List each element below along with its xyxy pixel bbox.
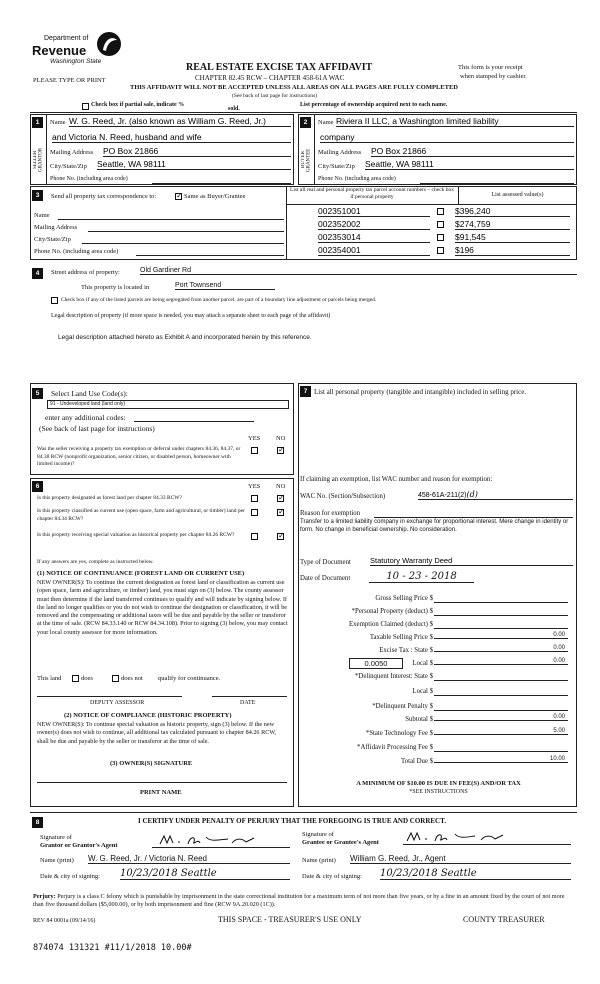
excise-state-label: Excise Tax : State $ <box>379 647 433 654</box>
county-treasurer-label: COUNTY TREASURER <box>463 915 545 924</box>
section-6 <box>30 478 294 807</box>
perjury-label: Perjury: <box>33 893 56 900</box>
wac-value: 458-61A-211(2) <box>418 492 467 499</box>
exemption-claim-label: If claiming an exemption, list WAC number and reason for exemption: <box>300 476 493 483</box>
buyer-city-field[interactable]: Seattle, WA 98111 <box>365 159 574 170</box>
if-yes-note: If any answers are yes, complete as instructed below. <box>37 559 154 565</box>
seller-city-label: City/State/Zip <box>50 163 87 170</box>
parcel-value-1[interactable]: $396,240 <box>455 206 570 217</box>
print-name-label: PRINT NAME <box>140 789 182 796</box>
notice-compliance-text: NEW OWNER(S): To continue special valuation as historic property, sign (3) below. If the new owner(s) does not wish to continue, all additional tax calculated pursuant to chapter 84.26 RCW, shall be due and payable by the seller or transferor at the time of sale. <box>37 721 277 745</box>
qualify-label: qualify for continuance. <box>158 675 221 682</box>
buyer-phone-label: Phone No. (including area code) <box>318 176 396 182</box>
parcel-value-2[interactable]: $274,759 <box>455 219 570 230</box>
historic-no-checkbox[interactable] <box>277 533 284 540</box>
revenue-label: Revenue <box>32 43 87 58</box>
sec5-yes-header: YES <box>248 435 261 442</box>
perjury-notice <box>33 893 575 910</box>
buyer-name-line-1[interactable]: Riviera II LLC, a Washington limited liability <box>336 116 574 127</box>
sec3-mailing-label: Mailing Address <box>34 224 78 231</box>
tech-fee-value[interactable]: 5.00 <box>434 728 568 735</box>
form-warning: THIS AFFIDAVIT WILL NOT BE ACCEPTED UNLESS ALL AREAS ON ALL PAGES ARE FULLY COMPLETED <box>130 84 458 91</box>
grantor-date-label: Date & city of signing: <box>40 873 100 880</box>
does-label: does <box>81 675 93 682</box>
buyer-name-line-2[interactable]: company <box>320 132 574 143</box>
grantor-signature-label-1: Signature of <box>40 834 72 841</box>
deputy-assessor-label: DEPUTY ASSESSOR <box>90 700 145 706</box>
washington-state-label: Washington State <box>50 58 102 65</box>
sec3-name-label: Name <box>34 212 50 219</box>
located-in-label: This property is located in <box>81 284 150 291</box>
affidavit-fee-label: *Affidavit Processing Fee $ <box>357 744 433 751</box>
notice-continuance-title: (1) NOTICE OF CONTINUANCE (FOREST LAND OR CURRENT USE) <box>37 570 245 577</box>
wac-field[interactable] <box>418 490 573 500</box>
this-land-label: This land <box>37 675 62 682</box>
seller-mailing-field[interactable]: PO Box 21866 <box>103 146 291 157</box>
tech-fee-label: *State Technology Fee $ <box>365 730 433 737</box>
seller-name-line-2[interactable]: and Victoria N. Reed, husband and wife <box>52 132 291 143</box>
rev-code: REV 84 0001a (09/14/16) <box>33 918 96 924</box>
gross-selling-label: Gross Selling Price $ <box>375 595 433 602</box>
sec6-no-header: NO <box>276 483 286 490</box>
doc-date-field[interactable]: 10 - 23 - 2018 <box>369 571 474 583</box>
local-rate-box[interactable]: 0.0050 <box>349 658 403 669</box>
notice-continuance-text: NEW OWNER(S): To continue the current designation as forest land or classification as current use (open space, farm and agriculture, or timber) land, you must sign on (3) below. The county assessor must then determine if the land transferred continues to qualify and will indicate by signing below. If the land no longer qualifies or you do not wish to continue the designation or classification, it will be removed and the compensating or additional taxes will be due and payable by the seller or transferor at the time of sale. (RCW 84.33.140 or RCW 84.34.108). Prior to signing (3) below, you may contact your local county assessor for more information. <box>37 579 288 636</box>
does-not-checkbox[interactable] <box>112 675 119 682</box>
wac-label: WAC No. (Section/Subsection) <box>300 493 386 500</box>
segregated-checkbox[interactable] <box>51 297 58 304</box>
grantee-name-field[interactable]: William G. Reed, Jr., Agent <box>350 854 571 864</box>
grantee-date-label: Date & city of signing: <box>302 873 362 880</box>
total-due-label: Total Due $ <box>401 758 433 765</box>
parcel-account-4[interactable]: 002354001 <box>318 245 430 256</box>
same-as-buyer-checkbox[interactable] <box>175 193 182 200</box>
grantee-signature-field[interactable] <box>403 833 571 845</box>
forest-land-yes-checkbox[interactable] <box>251 495 258 502</box>
section-8-number: 8 <box>32 817 43 828</box>
delinquent-penalty-label: *Delinquent Penalty $ <box>372 703 433 710</box>
personal-property-label: List all personal property (tangible and intangible) included in selling price. <box>314 388 527 396</box>
grantee-date-field[interactable]: 10/23/2018 Seattle <box>380 868 571 880</box>
grantee-signature-label <box>302 831 379 847</box>
minimum-due-note: A MINIMUM OF $10.00 IS DUE IN FEE(S) AND/OR TAX <box>356 780 521 787</box>
legal-description-label: Legal description of property (if more space is needed, you may attach a separate sheet to each page of the affidavit) <box>51 313 331 319</box>
additional-codes-label: enter any additional codes: <box>45 413 126 422</box>
receipt-line-1: This form is your receipt <box>458 64 523 71</box>
section-1-number: 1 <box>32 117 43 128</box>
reason-label: Reason for exemption <box>300 510 361 517</box>
taxable-selling-value[interactable]: 0.00 <box>434 632 568 639</box>
form-title: REAL ESTATE EXCISE TAX AFFIDAVIT <box>186 62 373 73</box>
grantee-name-label: Name (print) <box>302 857 336 864</box>
grantor-name-label: Name (print) <box>40 857 74 864</box>
grantor-signature-label <box>40 834 118 850</box>
local2-label: Local $ <box>412 688 433 695</box>
located-in-field[interactable]: Port Townsend <box>175 282 275 290</box>
parcel-accounts-header: List all real and personal property tax parcel account numbers – check box if personal property <box>289 187 455 201</box>
seller-name-line-1[interactable]: W. G. Reed, Jr. (also known as William G. Reed, Jr.) <box>69 116 291 127</box>
exemption-question: Was the seller receiving a property tax exemption or deferral under chapters 84.36, 84.37, or 84.38 RCW (nonprofit organization, senior citizen, or disabled person, homeowner with limited income)? <box>37 446 241 468</box>
grantor-signature-label-2: Grantor or Grantor's Agent <box>40 842 118 850</box>
exemption-claimed-label: Exemption Claimed (deduct) $ <box>349 621 433 628</box>
dept-of-label: Department of <box>44 35 89 42</box>
treasurer-stamp: 874074 131321 #11/1/2018 10.00# <box>33 943 192 953</box>
see-instructions-note: *SEE INSTRUCTIONS <box>409 789 468 795</box>
section-6-number: 6 <box>32 481 43 492</box>
buyer-mailing-field[interactable]: PO Box 21866 <box>371 146 574 157</box>
subtotal-value[interactable]: 0.00 <box>434 714 568 721</box>
section-7-number: 7 <box>300 386 311 397</box>
delinquent-interest-label: *Delinquent Interest: State $ <box>355 673 433 680</box>
grantor-signature-icon <box>158 834 278 848</box>
legal-description-text[interactable]: Legal description attached hereto as Exhibit A and incorporated herein by this reference. <box>58 334 312 341</box>
parcel-account-2[interactable]: 002352002 <box>318 219 430 230</box>
certify-statement: I CERTIFY UNDER PENALTY OF PERJURY THAT THE FOREGOING IS TRUE AND CORRECT. <box>138 817 447 825</box>
local-label: Local $ <box>412 660 433 667</box>
buyer-city-label: City/State/Zip <box>318 163 355 170</box>
percentage-note: List percentage of ownership acquired next to each name. <box>300 102 448 108</box>
buyer-mailing-label: Mailing Address <box>318 149 362 156</box>
revenue-logo-icon <box>95 30 123 58</box>
local-value[interactable]: 0.00 <box>434 658 568 665</box>
seller-side-label: SELLER GRANTOR <box>33 147 44 173</box>
exemption-yes-checkbox[interactable] <box>251 447 258 454</box>
seller-city-field[interactable]: Seattle, WA 98111 <box>97 159 291 170</box>
current-use-no-checkbox[interactable] <box>277 509 284 516</box>
doc-type-label: Type of Document <box>300 559 351 566</box>
reason-text[interactable]: Transfer to a limited liability company in exchange for proportional interest. Mere change in identity or form. No change in beneficial ownership. No consideration. <box>300 519 569 533</box>
perjury-text: Perjury is a class C felony which is punishable by imprisonment in the state correctional institution for a maximum term of not more than five years, or by a fine in an amount fixed by the court of not more than five thousand dollars ($5,000.00), or by both imprisonment and fine (RCW 9A.20.020 (1C)). <box>33 893 565 909</box>
parcel-personal-checkbox-1[interactable] <box>437 208 444 215</box>
receipt-note <box>458 63 527 81</box>
please-type-label: PLEASE TYPE OR PRINT <box>33 77 106 84</box>
buyer-side-label: BUYER GRANTEE <box>301 148 312 172</box>
assessed-values-header: List assessed value(s) <box>491 192 544 198</box>
revenue-logo <box>30 32 125 70</box>
same-as-buyer-label: Same as Buyer/Grantee <box>184 193 246 200</box>
treasurer-space-label: THIS SPACE - TREASURER'S USE ONLY <box>218 915 362 924</box>
historic-yes-checkbox[interactable] <box>251 533 258 540</box>
wac-handwritten: (d) <box>466 490 478 499</box>
section-2-number: 2 <box>300 117 311 128</box>
form-chapter: CHAPTER 82.45 RCW – CHAPTER 458-61A WAC <box>195 74 345 82</box>
grantor-signature-field[interactable] <box>152 836 290 848</box>
does-not-label: does not <box>121 675 143 682</box>
parcel-personal-checkbox-4[interactable] <box>437 247 444 254</box>
historic-question: Is this property receiving special valuation as historical property per chapter 84.26 RCW? <box>37 532 235 538</box>
sec6-yes-header: YES <box>248 483 261 490</box>
forest-land-question: Is this property designated as forest land per chapter 84.33 RCW? <box>37 495 182 501</box>
receipt-line-2: when stamped by cashier. <box>460 73 527 81</box>
partial-sale-checkbox[interactable] <box>82 103 89 110</box>
subtotal-label: Subtotal $ <box>405 716 433 723</box>
parcel-account-3[interactable]: 002353014 <box>318 232 430 243</box>
seller-mailing-label: Mailing Address <box>50 149 94 156</box>
land-use-label: Select Land Use Code(s): <box>51 389 128 398</box>
sec3-city-label: City/State/Zip <box>34 236 71 243</box>
doc-date-label: Date of Document <box>300 575 351 582</box>
sold-label: sold. <box>228 106 240 112</box>
send-correspondence-label: Send all property tax correspondence to: <box>51 193 157 200</box>
parcel-personal-checkbox-2[interactable] <box>437 221 444 228</box>
forest-land-no-checkbox[interactable] <box>277 495 284 502</box>
does-checkbox[interactable] <box>72 675 79 682</box>
doc-type-field[interactable]: Statutory Warranty Deed <box>370 556 573 566</box>
grantor-date-field[interactable]: 10/23/2018 Seattle <box>120 868 290 880</box>
exemption-no-checkbox[interactable] <box>277 447 284 454</box>
grantee-signature-icon <box>405 831 525 845</box>
parcel-account-1[interactable]: 002351001 <box>318 206 430 217</box>
segregated-label: Check box if any of the listed parcels are being segregated from another parcel, are part of a boundary line adjustment or parcels being merged. <box>61 297 377 303</box>
deputy-date-label: DATE <box>240 700 256 706</box>
grantee-signature-label-2: Grantee or Grantee's Agent <box>302 839 379 847</box>
parcel-personal-checkbox-3[interactable] <box>437 234 444 241</box>
section-3-number: 3 <box>32 190 43 201</box>
personal-deduct-label: *Personal Property (deduct) $ <box>351 608 433 615</box>
section-5-number: 5 <box>32 388 43 399</box>
land-use-select[interactable] <box>47 400 289 409</box>
sec5-see-back: (See back of last page for instructions) <box>39 424 155 433</box>
parcel-value-3[interactable]: $91,545 <box>455 232 570 243</box>
current-use-yes-checkbox[interactable] <box>251 509 258 516</box>
see-back-note: (See back of last page for instructions) <box>232 93 317 99</box>
parcel-value-4[interactable]: $196 <box>455 245 570 256</box>
owner-signature-label: (3) OWNER(S) SIGNATURE <box>110 760 193 767</box>
excise-state-value[interactable]: 0.00 <box>434 645 568 652</box>
seller-name-label: Name <box>50 119 66 126</box>
sec3-phone-label: Phone No. (including area code) <box>34 248 119 255</box>
grantee-signature-label-1: Signature of <box>302 831 334 838</box>
grantor-name-field[interactable]: W. G. Reed, Jr. / Victoria N. Reed <box>88 854 290 864</box>
street-address-field[interactable]: Old Gardiner Rd <box>140 267 577 275</box>
notice-compliance-title: (2) NOTICE OF COMPLIANCE (HISTORIC PROPERTY) <box>64 712 232 719</box>
buyer-name-label: Name <box>318 119 334 126</box>
land-use-value: 91 - Undeveloped land (land only) <box>50 401 126 407</box>
street-address-label: Street address of property: <box>51 269 120 276</box>
seller-phone-label: Phone No. (including area code) <box>50 176 128 182</box>
section-4-number: 4 <box>32 268 43 279</box>
taxable-selling-label: Taxable Selling Price $ <box>369 634 433 641</box>
current-use-question: Is this property classified as current use (open space, farm and agricultural, or timber) land per chapter 84.34 RCW? <box>37 508 245 522</box>
total-due-value[interactable]: 10.00 <box>434 756 568 763</box>
partial-sale-label: Check box if partial sale, indicate % <box>91 102 185 108</box>
sec5-no-header: NO <box>276 435 286 442</box>
